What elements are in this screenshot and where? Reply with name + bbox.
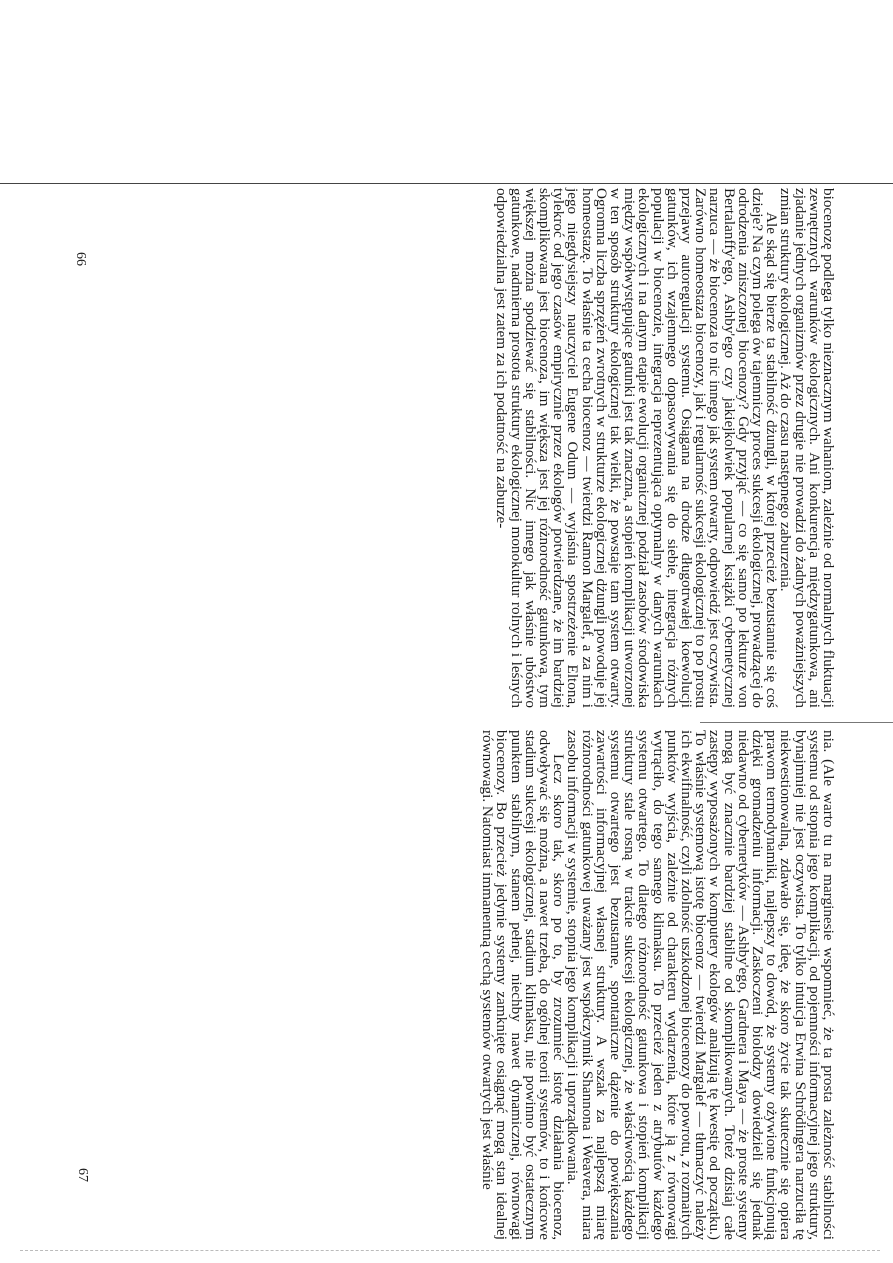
left-page-text [95, 188, 835, 708]
scan-rule-bottom [20, 1250, 880, 1251]
paragraph: biocenozę podlega tylko nieznacznym wahaniom, zależnie od normalnych fluktuacji zewnętrznych warunków ekologicznych. Ani konkurencja międzygatunkowa, ani zjadanie jednych organizmów przez drugie nie prowadzi do żadnych poważniejszych zmian struktury ekologicznej. Aż do czasu następnego zaburzenia. [777, 188, 837, 708]
scan-rule-top [0, 183, 893, 184]
right-page-text [235, 730, 835, 1240]
page-number-left: 66 [73, 252, 88, 266]
scan-rule-middle [700, 722, 893, 723]
paragraph: Lecz skoro tak, skoro po to, by zrozumieć istotę działania biocenoz, odwoływać się można, a nawet trzeba, do ogólnej teorii systemów, to i końcowe stadium sukcesji ekologicznej, stadium klimaksu, nie powinno być ostatecznym punktem stabilnym, stanem pełnej, niechby nawet dynamicznej, równowagi biocenozy. Bo przecież jedynie systemy zamknięte osiągnąć mogą stan idealnej równowagi. Natomiast immanentną cechą systemów otwartych jest właśnie [479, 730, 568, 1240]
paragraph: Ale skąd się bierze ta stabilność dżungli, w której przecież bezustannie się coś dzieje? Na czym polega ów tajemniczy proces sukcesji ekologicznej, prowadzącej do odrodzenia zniszczonej biocenozy? Gdy przyjąć — co się samo po lekturze von Bertalanffy'ego, Ashby'ego czy jakiejkolwiek popularnej książki cybernetycznej narzuca — że biocenoza to nic innego jak system otwarty, odpowiedź jest oczywista. Zarówno homeostaza biocenozy, jak i regularność sukcesji ekologicznej to po prostu przejawy autoregulacji systemu. Osiągana na drodze długotrwałej koewolucji gatunków, ich wzajemnego dopasowywania się do siebie, integracja różnych populacji w biocenozie, integracja reprezentująca optymalny w danych warunkach ekologicznych i na danym etapie ewolucji organicznej podział zasobów środowiska między współwystępujące gatunki jest tak znaczna, a stopień komplikacji utworzonej w ten sposób struktury ekologicznej tak wielki, że powstaje tam system otwarty. Ogromna liczba sprzężeń zwrotnych w strukturze ekologicznej dżungli powoduje jej homeostazę. To właśnie ta cecha biocenoz — twierdzi Ramon Margalef, a za nim i jego niegdysiejszy nauczyciel Eugene Odum — wyjaśnia spostrzeżenie Eltona, tylekroć od jego czasów empirycznie przez ekologów potwierdzane, że im bardziej skomplikowana jest biocenoza, im większa jest jej różnorodność gatunkowa, tym większej można spodziewać się stabilności. Nic innego jak właśnie ubóstwo gatunkowe, nadmierna prostota struktury ekologicznej monokultur rolnych i leśnych odpowiedzialna jest zatem za ich podatność na zaburze- [493, 188, 781, 708]
page-number-right: 67 [75, 1168, 90, 1182]
paragraph: nia. (Ale warto tu na marginesie wspomnieć, że ta prosta zależność stabilności systemu od stopnia jego komplikacji, od pojemności informacyjnej jego struktury, bynajmniej nie jest oczywista. To tylko intuicja Erwina Schrödingera narzuciła tę niekwestionowalną, zdawało się, ideę, że skoro życie tak skutecznie się opiera prawom termodynamiki, najlepszy to dowód, że systemy ożywione funkcjonują dzięki gromadzeniu informacji. Zaskoczeni biolodzy dowiedzieli się jednak niedawno od cybernetyków — Ashby'ego, Gardnera i Maya — że proste systemy mogą być znacznie bardziej stabilne od skomplikowanych. Toteż dzisiaj całe zastępy wyposażonych w komputery ekologów analizują tę kwestię od początku.) To właśnie systemową istotę biocenoz — twierdzi Margalef — tłumaczyć należy ich ekwifinalność, czyli zdolność uszkodzonej biocenozy do powrotu, z rozmaitych punktów wyjścia, zależnie od charakteru wydarzenia, które ją z równowagi wytrąciło, do tego samego klimaksu. To przecież jeden z atrybutów każdego systemu otwartego. To dlatego różnorodność gatunkowa i stopień komplikacji struktury stale rosną w trakcie sukcesji ekologicznej, że właściwością każdego systemu otwartego jest bezustanne, spontaniczne dążenie do powiększania zawartości informacyjnej własnej struktury. A wszak za najlepszą miarę różnorodności gatunkowej uważany jest współczynnik Shannona i Weavera, miara zasobu informacji w systemie, stopnia jego komplikacji i uporządkowania. [564, 730, 837, 1240]
